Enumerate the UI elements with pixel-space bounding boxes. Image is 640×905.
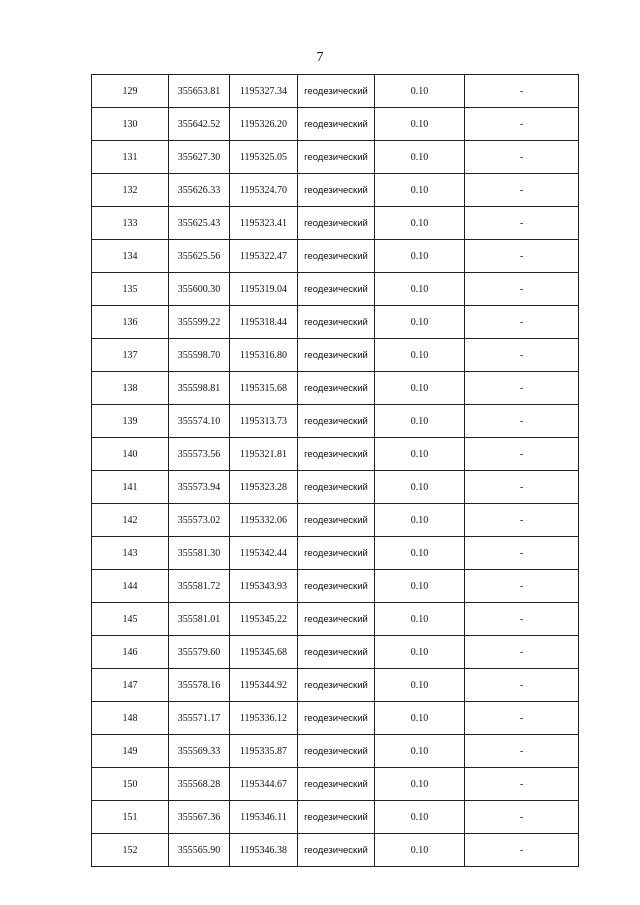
y-coordinate-cell: 1195346.11 [230, 801, 298, 834]
precision-cell: 0.10 [375, 636, 465, 669]
point-number-cell: 151 [92, 801, 169, 834]
table-row [92, 273, 579, 306]
description-cell: - [465, 372, 579, 405]
method-cell: геодезический [298, 603, 375, 636]
precision-cell: 0.10 [375, 405, 465, 438]
description-cell: - [465, 438, 579, 471]
x-coordinate-cell: 355625.56 [169, 240, 230, 273]
x-coordinate-cell: 355581.72 [169, 570, 230, 603]
method-cell: геодезический [298, 768, 375, 801]
point-number-cell: 132 [92, 174, 169, 207]
x-coordinate-cell: 355573.02 [169, 504, 230, 537]
precision-cell: 0.10 [375, 75, 465, 108]
point-number-cell: 143 [92, 537, 169, 570]
y-coordinate-cell: 1195323.28 [230, 471, 298, 504]
table-row [92, 75, 579, 108]
x-coordinate-cell: 355573.94 [169, 471, 230, 504]
description-cell: - [465, 702, 579, 735]
point-number-cell: 136 [92, 306, 169, 339]
point-number-cell: 142 [92, 504, 169, 537]
y-coordinate-cell: 1195324.70 [230, 174, 298, 207]
table-row [92, 735, 579, 768]
table-row [92, 537, 579, 570]
point-number-cell: 137 [92, 339, 169, 372]
method-cell: геодезический [298, 537, 375, 570]
point-number-cell: 140 [92, 438, 169, 471]
y-coordinate-cell: 1195319.04 [230, 273, 298, 306]
description-cell: - [465, 603, 579, 636]
method-cell: геодезический [298, 801, 375, 834]
x-coordinate-cell: 355598.70 [169, 339, 230, 372]
table-row [92, 405, 579, 438]
x-coordinate-cell: 355581.30 [169, 537, 230, 570]
description-cell: - [465, 834, 579, 867]
precision-cell: 0.10 [375, 240, 465, 273]
method-cell: геодезический [298, 174, 375, 207]
table-row [92, 669, 579, 702]
precision-cell: 0.10 [375, 603, 465, 636]
table-row [92, 636, 579, 669]
description-cell: - [465, 669, 579, 702]
table-row [92, 108, 579, 141]
method-cell: геодезический [298, 405, 375, 438]
method-cell: геодезический [298, 636, 375, 669]
table-row [92, 141, 579, 174]
method-cell: геодезический [298, 306, 375, 339]
precision-cell: 0.10 [375, 735, 465, 768]
method-cell: геодезический [298, 108, 375, 141]
point-number-cell: 134 [92, 240, 169, 273]
description-cell: - [465, 735, 579, 768]
table-row [92, 504, 579, 537]
description-cell: - [465, 273, 579, 306]
x-coordinate-cell: 355642.52 [169, 108, 230, 141]
x-coordinate-cell: 355581.01 [169, 603, 230, 636]
coordinates-table [91, 74, 579, 867]
y-coordinate-cell: 1195318.44 [230, 306, 298, 339]
method-cell: геодезический [298, 438, 375, 471]
description-cell: - [465, 537, 579, 570]
y-coordinate-cell: 1195345.22 [230, 603, 298, 636]
x-coordinate-cell: 355626.33 [169, 174, 230, 207]
precision-cell: 0.10 [375, 537, 465, 570]
method-cell: геодезический [298, 669, 375, 702]
precision-cell: 0.10 [375, 669, 465, 702]
x-coordinate-cell: 355578.16 [169, 669, 230, 702]
precision-cell: 0.10 [375, 273, 465, 306]
page-number: 7 [316, 50, 324, 65]
x-coordinate-cell: 355598.81 [169, 372, 230, 405]
point-number-cell: 150 [92, 768, 169, 801]
x-coordinate-cell: 355574.10 [169, 405, 230, 438]
description-cell: - [465, 801, 579, 834]
method-cell: геодезический [298, 372, 375, 405]
x-coordinate-cell: 355568.28 [169, 768, 230, 801]
precision-cell: 0.10 [375, 141, 465, 174]
table-row [92, 471, 579, 504]
coordinates-table-body [92, 75, 579, 867]
table-row [92, 801, 579, 834]
precision-cell: 0.10 [375, 570, 465, 603]
method-cell: геодезический [298, 273, 375, 306]
table-row [92, 603, 579, 636]
y-coordinate-cell: 1195322.47 [230, 240, 298, 273]
description-cell: - [465, 306, 579, 339]
y-coordinate-cell: 1195345.68 [230, 636, 298, 669]
table-row [92, 306, 579, 339]
method-cell: геодезический [298, 207, 375, 240]
method-cell: геодезический [298, 141, 375, 174]
table-row [92, 438, 579, 471]
precision-cell: 0.10 [375, 108, 465, 141]
precision-cell: 0.10 [375, 702, 465, 735]
precision-cell: 0.10 [375, 207, 465, 240]
point-number-cell: 152 [92, 834, 169, 867]
description-cell: - [465, 570, 579, 603]
x-coordinate-cell: 355625.43 [169, 207, 230, 240]
method-cell: геодезический [298, 570, 375, 603]
table-row [92, 339, 579, 372]
point-number-cell: 135 [92, 273, 169, 306]
y-coordinate-cell: 1195342.44 [230, 537, 298, 570]
point-number-cell: 133 [92, 207, 169, 240]
precision-cell: 0.10 [375, 471, 465, 504]
precision-cell: 0.10 [375, 306, 465, 339]
point-number-cell: 131 [92, 141, 169, 174]
method-cell: геодезический [298, 471, 375, 504]
point-number-cell: 144 [92, 570, 169, 603]
x-coordinate-cell: 355579.60 [169, 636, 230, 669]
table-row [92, 372, 579, 405]
x-coordinate-cell: 355567.36 [169, 801, 230, 834]
point-number-cell: 147 [92, 669, 169, 702]
method-cell: геодезический [298, 834, 375, 867]
description-cell: - [465, 141, 579, 174]
x-coordinate-cell: 355627.30 [169, 141, 230, 174]
method-cell: геодезический [298, 339, 375, 372]
y-coordinate-cell: 1195321.81 [230, 438, 298, 471]
y-coordinate-cell: 1195315.68 [230, 372, 298, 405]
table-row [92, 702, 579, 735]
x-coordinate-cell: 355573.56 [169, 438, 230, 471]
point-number-cell: 146 [92, 636, 169, 669]
table-row [92, 570, 579, 603]
precision-cell: 0.10 [375, 504, 465, 537]
y-coordinate-cell: 1195327.34 [230, 75, 298, 108]
y-coordinate-cell: 1195332.06 [230, 504, 298, 537]
precision-cell: 0.10 [375, 834, 465, 867]
y-coordinate-cell: 1195346.38 [230, 834, 298, 867]
y-coordinate-cell: 1195344.92 [230, 669, 298, 702]
description-cell: - [465, 504, 579, 537]
method-cell: геодезический [298, 75, 375, 108]
description-cell: - [465, 75, 579, 108]
y-coordinate-cell: 1195343.93 [230, 570, 298, 603]
method-cell: геодезический [298, 702, 375, 735]
precision-cell: 0.10 [375, 438, 465, 471]
table-row [92, 240, 579, 273]
x-coordinate-cell: 355653.81 [169, 75, 230, 108]
description-cell: - [465, 636, 579, 669]
point-number-cell: 129 [92, 75, 169, 108]
x-coordinate-cell: 355571.17 [169, 702, 230, 735]
y-coordinate-cell: 1195344.67 [230, 768, 298, 801]
table-row [92, 207, 579, 240]
precision-cell: 0.10 [375, 339, 465, 372]
y-coordinate-cell: 1195316.80 [230, 339, 298, 372]
y-coordinate-cell: 1195335.87 [230, 735, 298, 768]
point-number-cell: 130 [92, 108, 169, 141]
point-number-cell: 145 [92, 603, 169, 636]
table-row [92, 834, 579, 867]
y-coordinate-cell: 1195323.41 [230, 207, 298, 240]
x-coordinate-cell: 355600.30 [169, 273, 230, 306]
table-row [92, 768, 579, 801]
y-coordinate-cell: 1195313.73 [230, 405, 298, 438]
x-coordinate-cell: 355599.22 [169, 306, 230, 339]
x-coordinate-cell: 355565.90 [169, 834, 230, 867]
method-cell: геодезический [298, 240, 375, 273]
description-cell: - [465, 240, 579, 273]
point-number-cell: 139 [92, 405, 169, 438]
description-cell: - [465, 108, 579, 141]
point-number-cell: 141 [92, 471, 169, 504]
precision-cell: 0.10 [375, 768, 465, 801]
precision-cell: 0.10 [375, 174, 465, 207]
point-number-cell: 138 [92, 372, 169, 405]
description-cell: - [465, 174, 579, 207]
description-cell: - [465, 207, 579, 240]
y-coordinate-cell: 1195325.05 [230, 141, 298, 174]
x-coordinate-cell: 355569.33 [169, 735, 230, 768]
description-cell: - [465, 471, 579, 504]
precision-cell: 0.10 [375, 801, 465, 834]
y-coordinate-cell: 1195336.12 [230, 702, 298, 735]
point-number-cell: 148 [92, 702, 169, 735]
description-cell: - [465, 339, 579, 372]
table-row [92, 174, 579, 207]
point-number-cell: 149 [92, 735, 169, 768]
description-cell: - [465, 405, 579, 438]
description-cell: - [465, 768, 579, 801]
method-cell: геодезический [298, 504, 375, 537]
method-cell: геодезический [298, 735, 375, 768]
y-coordinate-cell: 1195326.20 [230, 108, 298, 141]
precision-cell: 0.10 [375, 372, 465, 405]
